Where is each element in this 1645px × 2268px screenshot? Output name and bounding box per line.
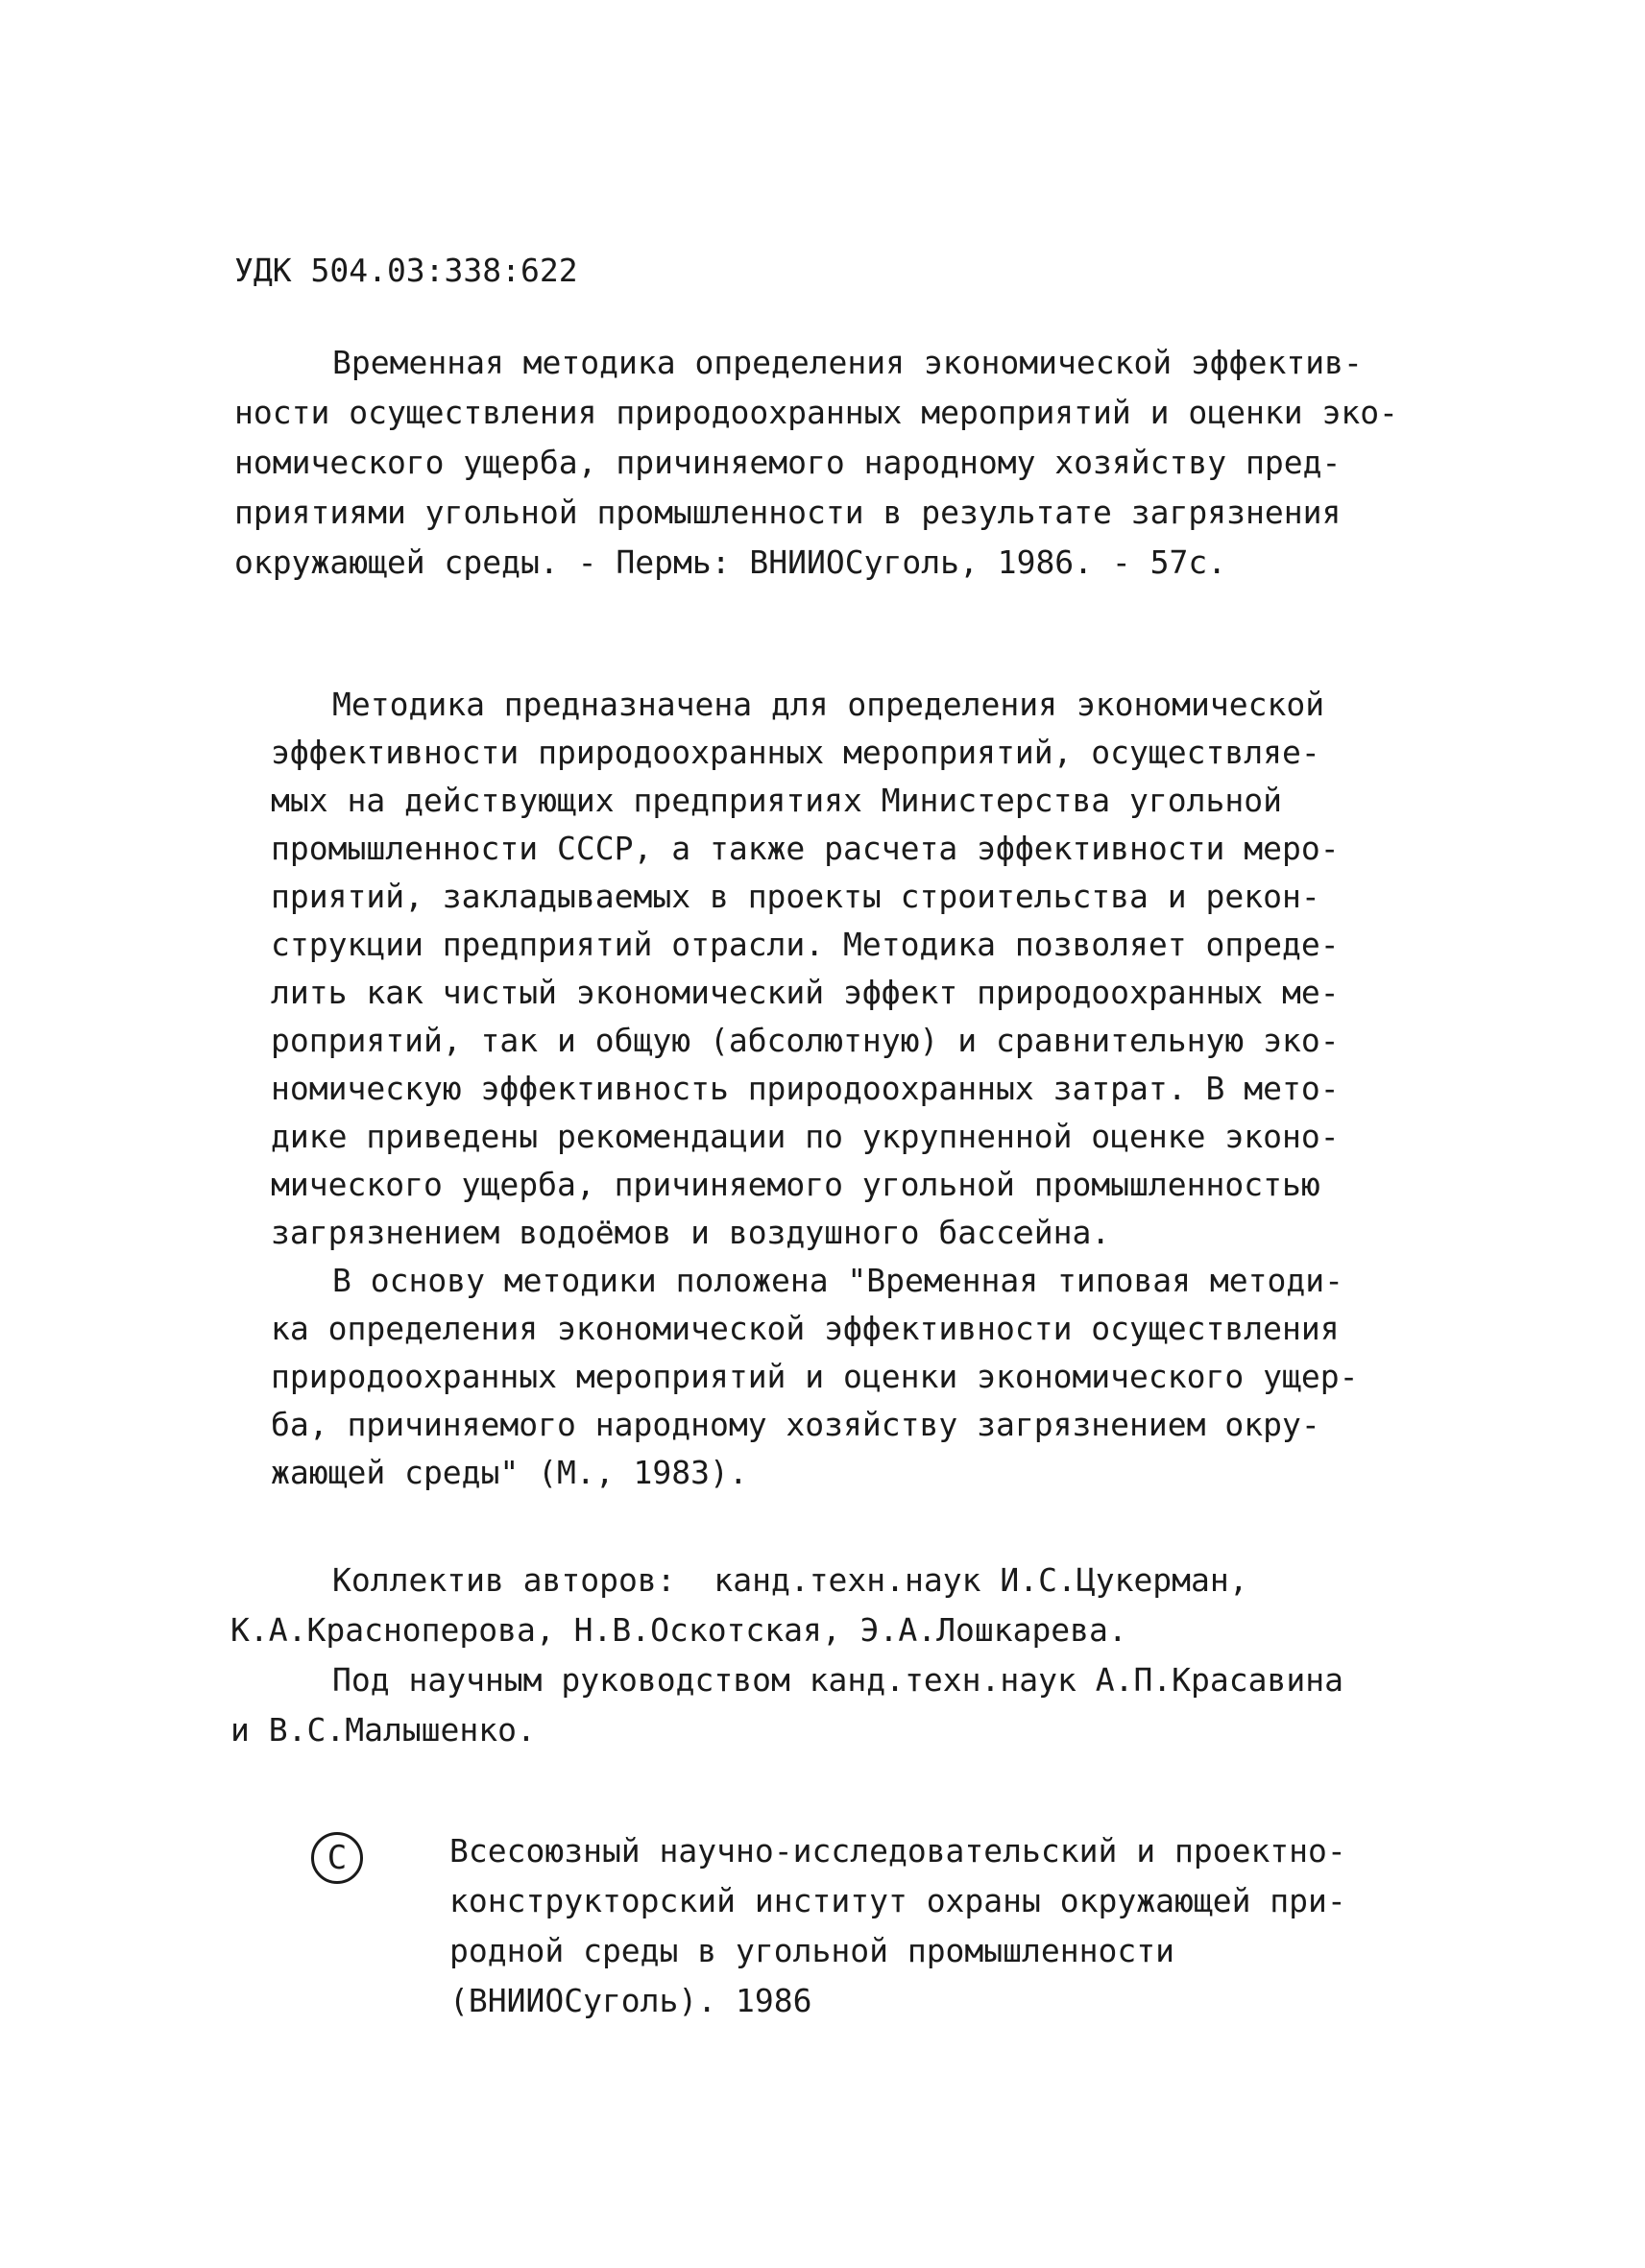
bibliographic-line: окружающей среды. - Пермь: ВНИИОСуголь, 1986. - 57с. (234, 543, 1227, 581)
annotation-line: приятий, закладываемых в проекты строительства и рекон- (271, 878, 1320, 915)
copyright-line: конструкторский институт охраны окружающей при- (449, 1882, 1346, 1919)
annotation-line: природоохранных мероприятий и оценки экономического ущер- (271, 1358, 1359, 1395)
bibliographic-line: Временная методика определения экономической эффектив- (332, 344, 1363, 381)
copyright-line: Всесоюзный научно-исследовательский и проектно- (449, 1832, 1346, 1870)
copyright-symbol: C (327, 1839, 348, 1877)
supervision-line: и В.С.Малышенко. (230, 1711, 536, 1749)
annotation-line: В основу методики положена "Временная типовая методи- (332, 1262, 1343, 1299)
udc-code: УДК 504.03:338:622 (234, 252, 578, 289)
bibliographic-line: приятиями угольной промышленности в результате загрязнения (234, 494, 1342, 531)
annotation-line: промышленности СССР, а также расчета эффективности меро- (271, 830, 1340, 867)
annotation-line: загрязнением водоёмов и воздушного бассейна. (271, 1214, 1111, 1251)
annotation-line: струкции предприятий отрасли. Методика позволяет опреде- (271, 926, 1340, 963)
annotation-line: эффективности природоохранных мероприятий, осуществляе- (271, 734, 1320, 771)
supervision-line: Под научным руководством канд.техн.наук А.П.Красавина (332, 1661, 1343, 1699)
bibliographic-line: номического ущерба, причиняемого народному хозяйству пред- (234, 444, 1342, 481)
annotation-line: номическую эффективность природоохранных затрат. В мето- (271, 1070, 1340, 1107)
annotation-line: мического ущерба, причиняемого угольной промышленностью (271, 1166, 1320, 1203)
authors-line: К.А.Красноперова, Н.В.Оскотская, Э.А.Лошкарева. (230, 1611, 1127, 1649)
copyright-line: родной среды в угольной промышленности (449, 1932, 1174, 1969)
copyright-line: (ВНИИОСуголь). 1986 (449, 1982, 812, 2019)
bibliographic-line: ности осуществления природоохранных мероприятий и оценки эко- (234, 394, 1398, 431)
copyright-icon (311, 1832, 363, 1884)
annotation-line: жающей среды" (М., 1983). (271, 1454, 748, 1491)
annotation-line: дике приведены рекомендации по укрупненной оценке эконо- (271, 1118, 1340, 1155)
annotation-line: ка определения экономической эффективности осуществления (271, 1310, 1340, 1347)
annotation-line: Методика предназначена для определения экономической (332, 686, 1325, 723)
annotation-line: роприятий, так и общую (абсолютную) и сравнительную эко- (271, 1022, 1340, 1059)
annotation-line: лить как чистый экономический эффект природоохранных ме- (271, 974, 1340, 1011)
annotation-line: ба, причиняемого народному хозяйству загрязнением окру- (271, 1406, 1320, 1443)
annotation-line: мых на действующих предприятиях Министерства угольной (271, 782, 1282, 819)
authors-line: Коллектив авторов: канд.техн.наук И.С.Цукерман, (332, 1561, 1248, 1599)
